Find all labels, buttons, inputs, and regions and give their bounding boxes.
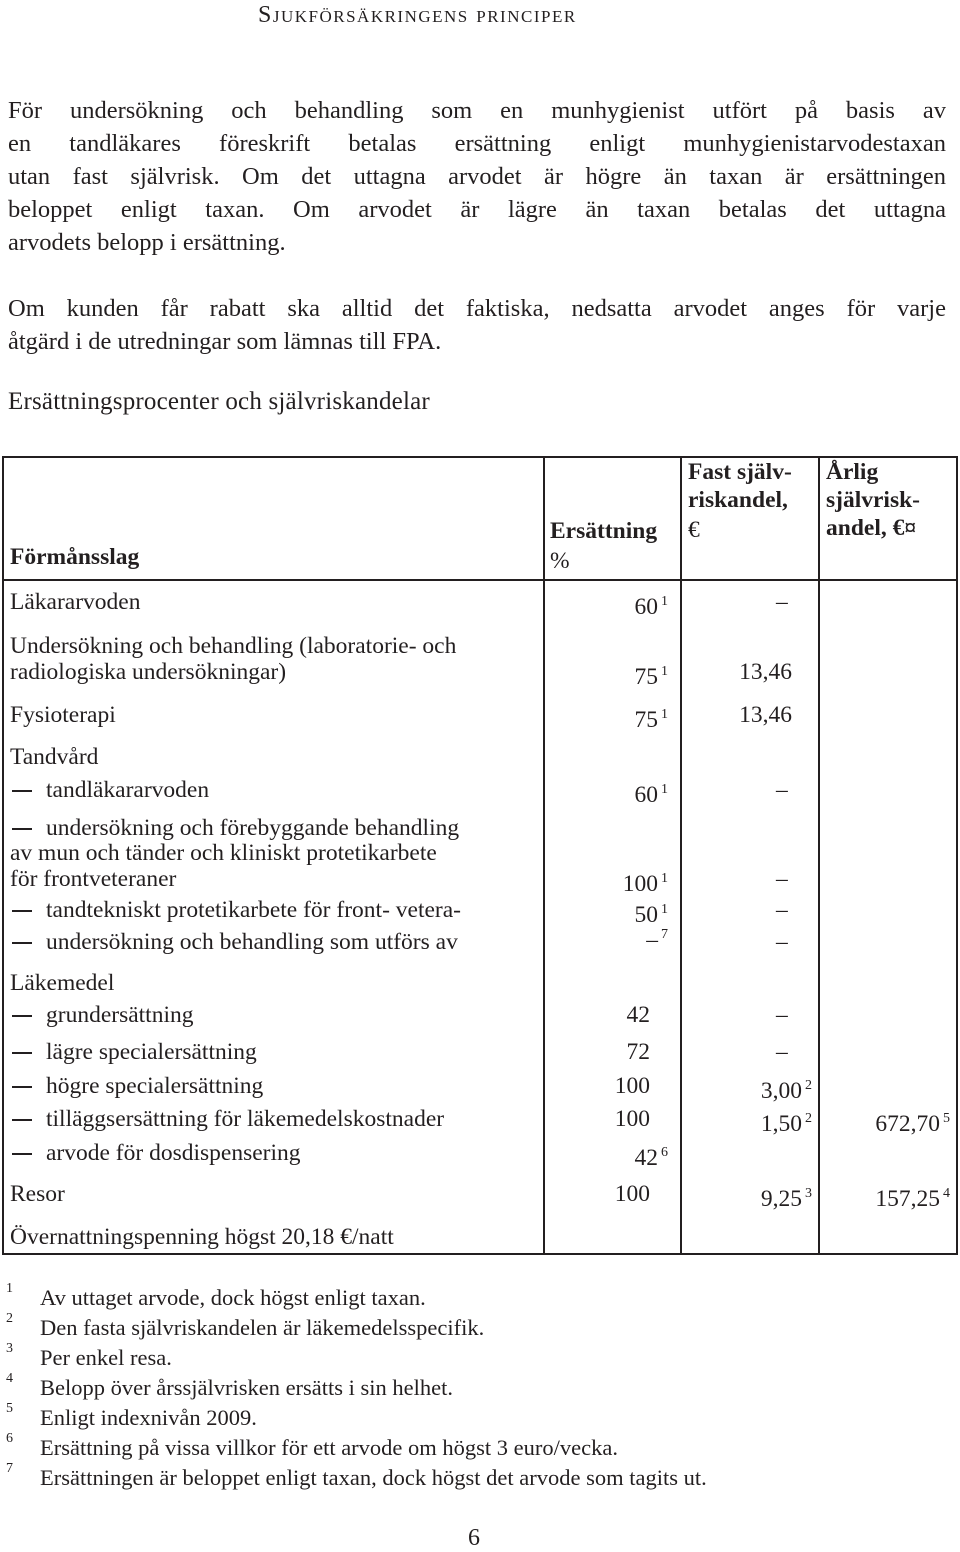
row-fixed: – [776, 1002, 788, 1028]
row-percent: 72 [626, 1039, 650, 1065]
row-label: högre specialersättning [46, 1073, 264, 1099]
table-bottom-border [2, 1253, 958, 1255]
header-fixed-deductible: riskandel, [688, 487, 788, 513]
row-label: Resor [10, 1181, 65, 1207]
footnote-text: Ersättning på vissa villkor för ett arvode om högst 3 euro/vecka. [40, 1435, 618, 1460]
row-label: tilläggsersättning för läkemedelskostnader [46, 1106, 445, 1132]
dash-bullet [12, 1119, 32, 1121]
row-fixed: 13,46 [739, 702, 792, 728]
row-label: av mun och tänder och kliniskt protetikarbete [10, 840, 437, 866]
row-fixed: 9,25 $^3$ [760, 1186, 812, 1212]
dash-bullet [12, 942, 32, 944]
header-annual-deductible: självrisk- [826, 487, 920, 513]
row-label: Läkararvoden [10, 589, 141, 615]
row-percent: 100 [614, 1181, 650, 1207]
dash-bullet [12, 1015, 32, 1017]
paragraph-line: arvodets belopp i ersättning. [8, 229, 286, 256]
running-head: Sjukförsäkringens principer [258, 2, 577, 28]
paragraph-line: beloppet enligt taxan. Om arvodet är lägre än taxan betalas det uttagna [8, 196, 946, 223]
paragraph-line: För undersökning och behandling som en munhygienist utfört på basis av [8, 97, 946, 124]
row-percent: 42 [626, 1002, 650, 1028]
footnote-text: Per enkel resa. [40, 1345, 172, 1370]
row-percent: 100 [614, 1106, 650, 1132]
table-header-border [2, 579, 958, 581]
row-percent: 60 $^1$ [634, 594, 668, 620]
section-title: Ersättningsprocenter och självriskandelar [8, 388, 430, 415]
row-label: radiologiska undersökningar) [10, 659, 287, 685]
dash-bullet [12, 910, 32, 912]
row-percent: – $^7$ [646, 927, 668, 953]
dash-bullet [12, 790, 32, 792]
dash-bullet [12, 1086, 32, 1088]
footnote-text: Av uttaget arvode, dock högst enligt taxan. [40, 1285, 426, 1310]
row-annual: 672,70 $^5$ [875, 1111, 950, 1137]
row-annual: 157,25 $^4$ [875, 1186, 950, 1212]
header-fixed-deductible: Fast själv- [688, 459, 792, 485]
dash-bullet [12, 1153, 32, 1155]
footnote-text: Den fasta självriskandelen är läkemedelsspecifik. [40, 1315, 485, 1340]
row-fixed: – [776, 1039, 788, 1065]
table-left-border [2, 456, 4, 1255]
paragraph-line: utan fast självrisk. Om det uttagna arvodet är högre än taxan är ersättningen [8, 163, 946, 190]
header-benefit-type: Förmånsslag [10, 544, 140, 570]
table-col-divider [680, 456, 682, 1255]
header-annual-deductible: Årlig [826, 459, 879, 485]
row-label: undersökning och förebyggande behandling [46, 815, 460, 841]
table-col-divider [818, 456, 820, 1255]
row-fixed: – [776, 589, 788, 615]
header-fixed-deductible-unit: € [688, 517, 700, 543]
row-percent: 60 $^1$ [634, 782, 668, 808]
footnote-text: Ersättningen är beloppet enligt taxan, dock högst det arvode som tagits ut. [40, 1465, 707, 1490]
row-fixed: – [776, 866, 788, 892]
footnote-text: Belopp över årssjälvrisken ersätts i sin helhet. [40, 1375, 454, 1400]
header-annual-deductible: andel, €¤ [826, 515, 917, 541]
row-fixed: 13,46 [739, 659, 792, 685]
footnote-number: 7 [6, 1461, 13, 1476]
row-fixed: – [776, 777, 788, 803]
row-percent: 100 [614, 1073, 650, 1099]
table-top-border [2, 456, 958, 458]
row-label: Fysioterapi [10, 702, 116, 728]
footnote-number: 4 [6, 1371, 13, 1386]
table-right-border [956, 456, 958, 1255]
row-label: tandläkararvoden [46, 777, 210, 803]
row-fixed: 3,00 $^2$ [760, 1078, 812, 1104]
row-label: undersökning och behandling som utförs av [46, 929, 458, 955]
row-label: lägre specialersättning [46, 1039, 257, 1065]
footnote-number: 2 [6, 1311, 13, 1326]
paragraph-line: en tandläkares föreskrift betalas ersättning enligt munhygienistarvodestaxan [8, 130, 946, 157]
row-label: Övernattningspenning högst 20,18 €/natt [10, 1224, 394, 1250]
footnote-number: 6 [6, 1431, 13, 1446]
footnote-number: 3 [6, 1341, 13, 1356]
header-compensation-unit: % [550, 548, 570, 574]
page-number: 6 [468, 1525, 480, 1551]
table-col-divider [543, 456, 545, 1255]
table-row [2, 922, 956, 962]
dash-bullet [12, 828, 32, 830]
row-percent: 75 $^1$ [634, 707, 668, 733]
row-label: tandtekniskt protetikarbete för front- vetera- [46, 897, 461, 923]
header-compensation: Ersättning [550, 518, 658, 544]
row-percent: 75 $^1$ [634, 664, 668, 690]
footnote-number: 1 [6, 1281, 13, 1296]
row-label: Undersökning och behandling (laboratorie- och [10, 633, 457, 659]
footnote-number: 5 [6, 1401, 13, 1416]
row-label: arvode för dosdispensering [46, 1140, 301, 1166]
group-heading-dental: Tandvård [10, 744, 99, 770]
row-label: för frontveteraner [10, 866, 177, 892]
paragraph-line: åtgärd i de utredningar som lämnas till FPA. [8, 328, 442, 355]
row-percent: 42 $^6$ [634, 1145, 668, 1171]
benefit-table [2, 456, 958, 1256]
row-fixed: – [776, 897, 788, 923]
paragraph-line: Om kunden får rabatt ska alltid det faktiska, nedsatta arvodet anges för varje [8, 295, 946, 322]
row-fixed: 1,50 $^2$ [760, 1111, 812, 1137]
row-percent: 100 $^1$ [622, 871, 668, 897]
footnote-text: Enligt indexnivån 2009. [40, 1405, 257, 1430]
dash-bullet [12, 1052, 32, 1054]
row-percent: 50 $^1$ [634, 902, 668, 928]
group-heading-medicines: Läkemedel [10, 970, 115, 996]
row-fixed: – [776, 929, 788, 955]
row-label: grundersättning [46, 1002, 194, 1028]
